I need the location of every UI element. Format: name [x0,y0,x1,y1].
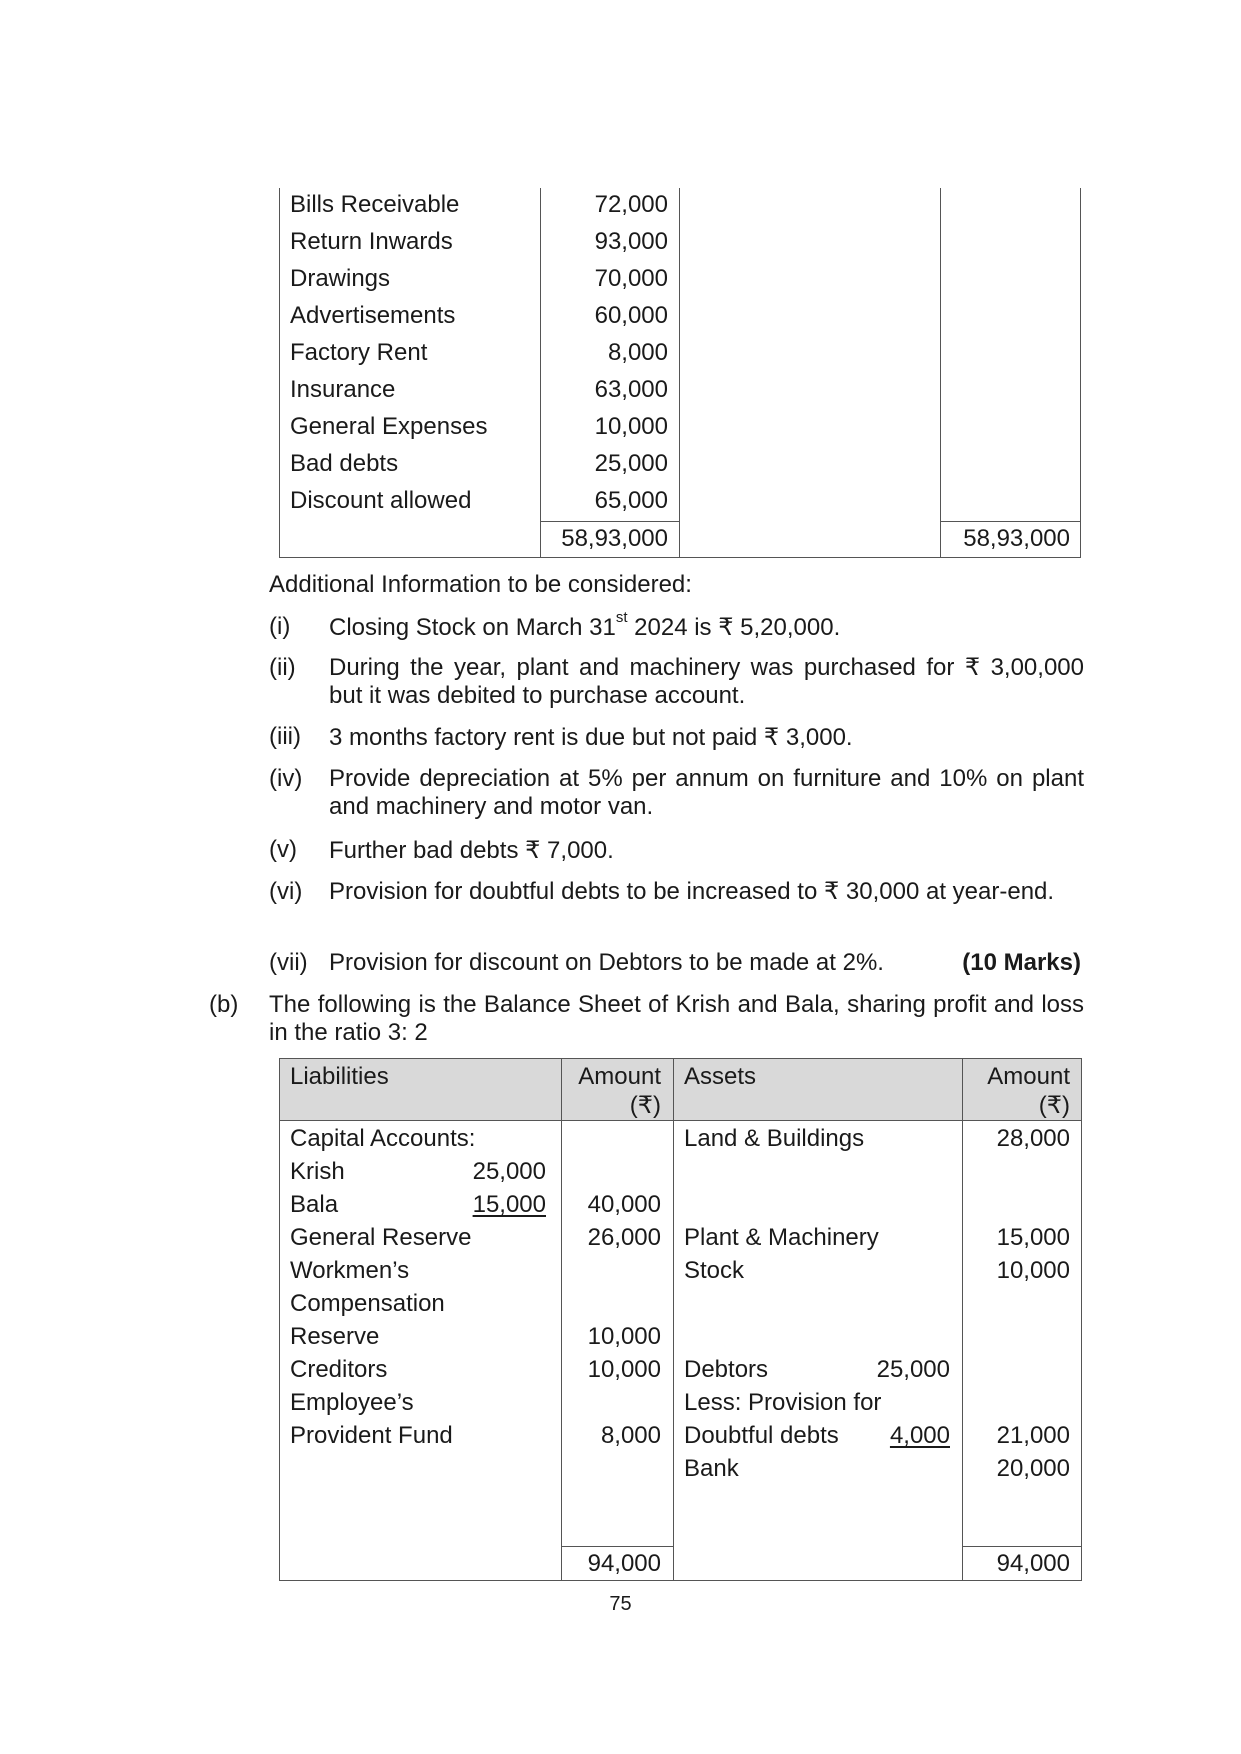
debtors-label: Debtors [684,1356,769,1383]
epf-amount: 8,000 [600,1422,661,1449]
item-text: Provision for discount on Debtors to be made at 2%. [329,949,884,976]
debtors-amount: 25,000 [876,1356,950,1383]
bala-label: Bala [290,1191,339,1218]
krish-label: Krish [290,1158,345,1185]
trial-balance-row-label: Insurance [290,376,396,403]
additional-info-heading: Additional Information to be considered: [269,571,692,598]
part-b-text: The following is the Balance Sheet of Krish and Bala, sharing profit and loss in the ratio 3: 2 [269,991,1084,1046]
bala-amount: 15,000 [472,1191,546,1218]
wcr-label-line1: Workmen’s [290,1257,410,1284]
capital-total: 40,000 [587,1191,661,1218]
liabilities-total: 94,000 [587,1550,661,1577]
item-text: Further bad debts ₹ 7,000. [329,837,614,864]
trial-balance-row-amount: 70,000 [594,265,668,292]
item-number: (i) [269,613,291,640]
general-reserve-amount: 26,000 [587,1224,661,1251]
item-text: 3 months factory rent is due but not paid ₹ 3,000. [329,724,853,751]
header-rupee: (₹) [629,1092,661,1119]
epf-label-line1: Employee’s [290,1389,414,1416]
land-label: Land & Buildings [684,1125,865,1152]
trial-balance-row-label: Bills Receivable [290,191,460,218]
krish-amount: 25,000 [472,1158,546,1185]
header-liabilities: Liabilities [290,1063,389,1090]
wcr-label-line3: Reserve [290,1323,380,1350]
item-text: During the year, plant and machinery was purchased for ₹ 3,00,000 but it was debited to purchase account. [329,654,1084,709]
item-number: (iv) [269,765,303,792]
header-rupee: (₹) [1038,1092,1070,1119]
bank-amount: 20,000 [996,1455,1070,1482]
marks-label: (10 Marks) [962,949,1081,976]
trial-balance-row-label: Factory Rent [290,339,428,366]
assets-total: 94,000 [996,1550,1070,1577]
stock-amount: 10,000 [996,1257,1070,1284]
less-provision-label: Less: Provision for [684,1389,882,1416]
trial-balance-total-credit: 58,93,000 [963,525,1070,552]
part-b-label: (b) [209,991,239,1018]
wcr-amount: 10,000 [587,1323,661,1350]
trial-balance-row-label: Return Inwards [290,228,453,255]
trial-balance-row-label: Discount allowed [290,487,472,514]
bank-label: Bank [684,1455,739,1482]
capital-accounts-label: Capital Accounts: [290,1125,476,1152]
creditors-label: Creditors [290,1356,388,1383]
item-number: (iii) [269,723,301,750]
trial-balance-row-amount: 72,000 [594,191,668,218]
wcr-label-line2: Compensation [290,1290,445,1317]
item-text: Provide depreciation at 5% per annum on furniture and 10% on plant and machinery and motor van. [329,765,1084,820]
epf-label-line2: Provident Fund [290,1422,453,1449]
trial-balance-row-label: Advertisements [290,302,456,329]
trial-balance-row-amount: 63,000 [594,376,668,403]
creditors-amount: 10,000 [587,1356,661,1383]
trial-balance-total-debit: 58,93,000 [561,525,668,552]
debtors-net-amount: 21,000 [996,1422,1070,1449]
doubtful-debts-label: Doubtful debts [684,1422,839,1449]
trial-balance-row-amount: 8,000 [607,339,668,366]
header-amount: Amount [578,1063,661,1090]
provision-amount: 4,000 [889,1422,950,1449]
item-number: (vii) [269,949,308,976]
trial-balance-row-amount: 93,000 [594,228,668,255]
item-number: (vi) [269,878,303,905]
trial-balance-row-amount: 65,000 [594,487,668,514]
plant-amount: 15,000 [996,1224,1070,1251]
trial-balance-row-amount: 60,000 [594,302,668,329]
item-text: Closing Stock on March 31st 2024 is ₹ 5,20,000. [329,609,841,641]
item-number: (v) [269,836,297,863]
land-amount: 28,000 [996,1125,1070,1152]
plant-label: Plant & Machinery [684,1224,879,1251]
trial-balance-row-label: Bad debts [290,450,399,477]
page-number: 75 [609,1593,632,1615]
item-number: (ii) [269,654,296,681]
stock-label: Stock [684,1257,745,1284]
trial-balance-row-label: General Expenses [290,413,488,440]
item-text: Provision for doubtful debts to be increased to ₹ 30,000 at year-end. [329,878,1055,905]
trial-balance-row-amount: 25,000 [594,450,668,477]
trial-balance-row-label: Drawings [290,265,391,292]
header-assets: Assets [684,1063,757,1090]
general-reserve-label: General Reserve [290,1224,472,1251]
header-amount: Amount [987,1063,1070,1090]
trial-balance-row-amount: 10,000 [594,413,668,440]
